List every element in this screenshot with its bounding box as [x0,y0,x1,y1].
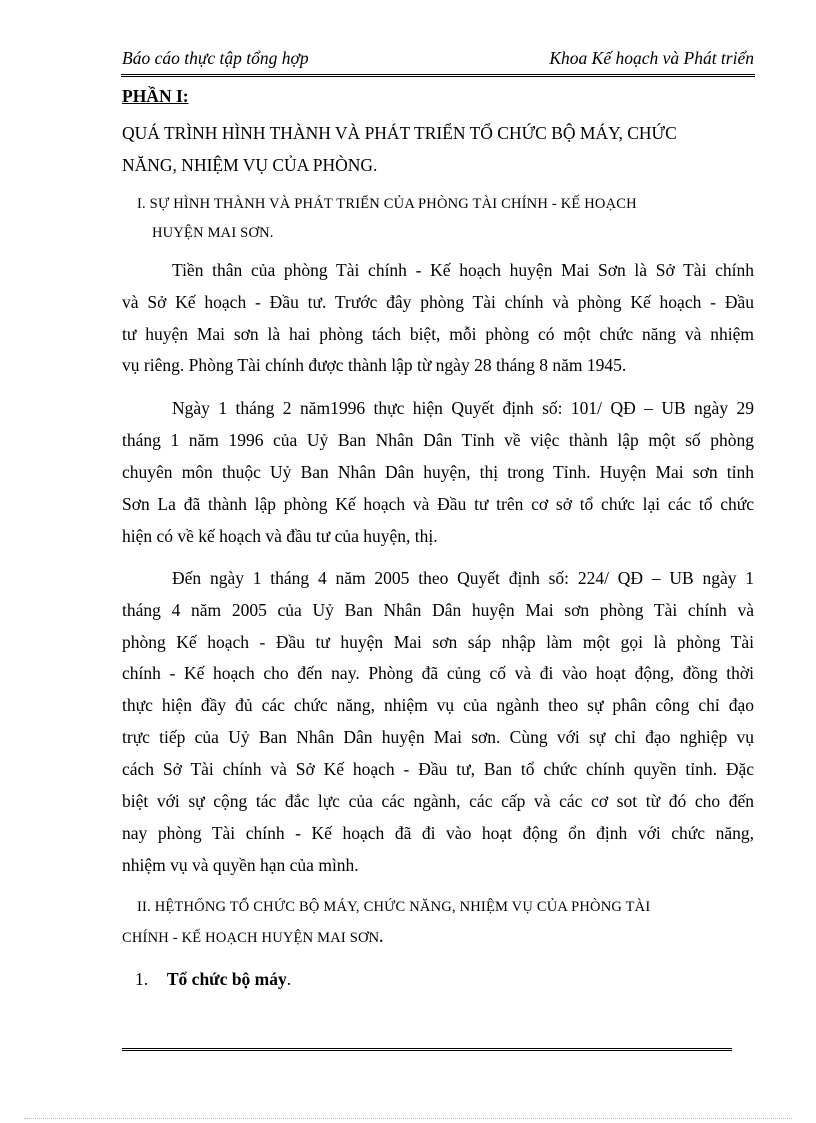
paragraph-2-line: Sơn La đã thành lập phòng Kế hoạch và Đầu tư trên cơ sở tổ chức lại các tổ chức [122,494,754,514]
paragraph-3-line: cách Sở Tài chính và Sở Kế hoạch - Đầu tư, Ban tổ chức chính quyền tỉnh. Đặc [122,759,754,779]
paragraph-1-line: và Sở Kế hoạch - Đầu tư. Trước đây phòng Tài chính và phòng Kế hoạch - Đầu [122,292,754,312]
paragraph-3-line: thực hiện đầy đủ các chức năng, nhiệm vụ của ngành theo sự phân công chỉ đạo [122,695,754,715]
part-heading-line-1: QUÁ TRÌNH HÌNH THÀNH VÀ PHÁT TRIỂN TỔ CHỨC BỘ MÁY, CHỨC [122,123,677,143]
section-2-heading-line-2 [122,930,383,947]
header-report-title: Báo cáo thực tập tổng hợp [122,48,309,68]
numbered-item-1 [135,969,291,990]
item-tail: . [286,969,292,989]
paragraph-2-line: tháng 1 năm 1996 của Uỷ Ban Nhân Dân Tỉnh về việc thành lập một số phòng [122,430,754,450]
paragraph-3-line: trực tiếp của Uỷ Ban Nhân Dân huyện Mai sơn. Cùng với sự chỉ đạo nghiệp vụ [122,727,754,747]
paragraph-3-line: nay phòng Tài chính - Kế hoạch đã đi vào hoạt động ổn định với chức năng, [122,823,754,843]
section-2-heading-line-2-text: CHÍNH - KẾ HOẠCH HUYỆN MAI SƠN [122,930,380,946]
paragraph-1-line: tư huyện Mai sơn là hai phòng tách biệt, mỗi phòng có một chức năng và nhiệm [122,324,754,344]
paragraph-3-line: phòng Kế hoạch - Đầu tư huyện Mai sơn sáp nhập làm một gọi là phòng Tài [122,632,754,652]
paragraph-2-line: Ngày 1 tháng 2 năm1996 thực hiện Quyết định số: 101/ QĐ – UB ngày 29 [172,398,754,418]
paragraph-2-line: hiện có về kế hoạch và đầu tư của huyện, thị. [122,526,438,546]
paragraph-3-line: biệt với sự cộng tác đắc lực của các ngành, các cấp và các cơ sot từ đó cho đến [122,791,754,811]
paragraph-3-line: Đến ngày 1 tháng 4 năm 2005 theo Quyết định số: 224/ QĐ – UB ngày 1 [172,568,754,588]
header-rule [121,74,755,77]
page-edge-dotted-line [24,1118,792,1119]
paragraph-2-line: chuyên môn thuộc Uỷ Ban Nhân Dân huyện, thị trong Tỉnh. Huyện Mai sơn tỉnh [122,462,754,482]
section-1-heading-line-1: I. SỰ HÌNH THÀNH VÀ PHÁT TRIỂN CỦA PHÒNG TÀI CHÍNH - KẾ HOẠCH [137,196,637,212]
running-header [122,48,754,74]
part-heading-line-2: NĂNG, NHIỆM VỤ CỦA PHÒNG. [122,155,378,175]
item-number: 1. [135,969,149,989]
paragraph-3-line: nhiệm vụ và quyền hạn của mình. [122,855,359,875]
footer-rule [122,1048,732,1051]
paragraph-3-line: chính - Kế hoạch cho đến nay. Phòng đã củng cố và đi vào hoạt động, đồng thời [122,663,754,683]
section-1-heading-line-2: HUYỆN MAI SƠN. [152,225,274,241]
paragraph-1-line: vụ riêng. Phòng Tài chính được thành lập từ ngày 28 tháng 8 năm 1945. [122,355,627,375]
paragraph-3-line: tháng 4 năm 2005 của Uỷ Ban Nhân Dân huyện Mai sơn phòng Tài chính và [122,600,754,620]
section-2-heading-line-1: II. HỆTHỐNG TỔ CHỨC BỘ MÁY, CHỨC NĂNG, NHIỆM VỤ CỦA PHÒNG TÀI [137,899,651,915]
paragraph-1-line: Tiền thân của phòng Tài chính - Kế hoạch huyện Mai Sơn là Sở Tài chính [172,260,754,280]
part-title: PHẦN I: [122,86,189,106]
section-2-heading-period: . [379,930,384,946]
header-faculty-name: Khoa Kế hoạch và Phát triển [549,48,754,68]
item-label: Tổ chức bộ máy [166,969,287,989]
